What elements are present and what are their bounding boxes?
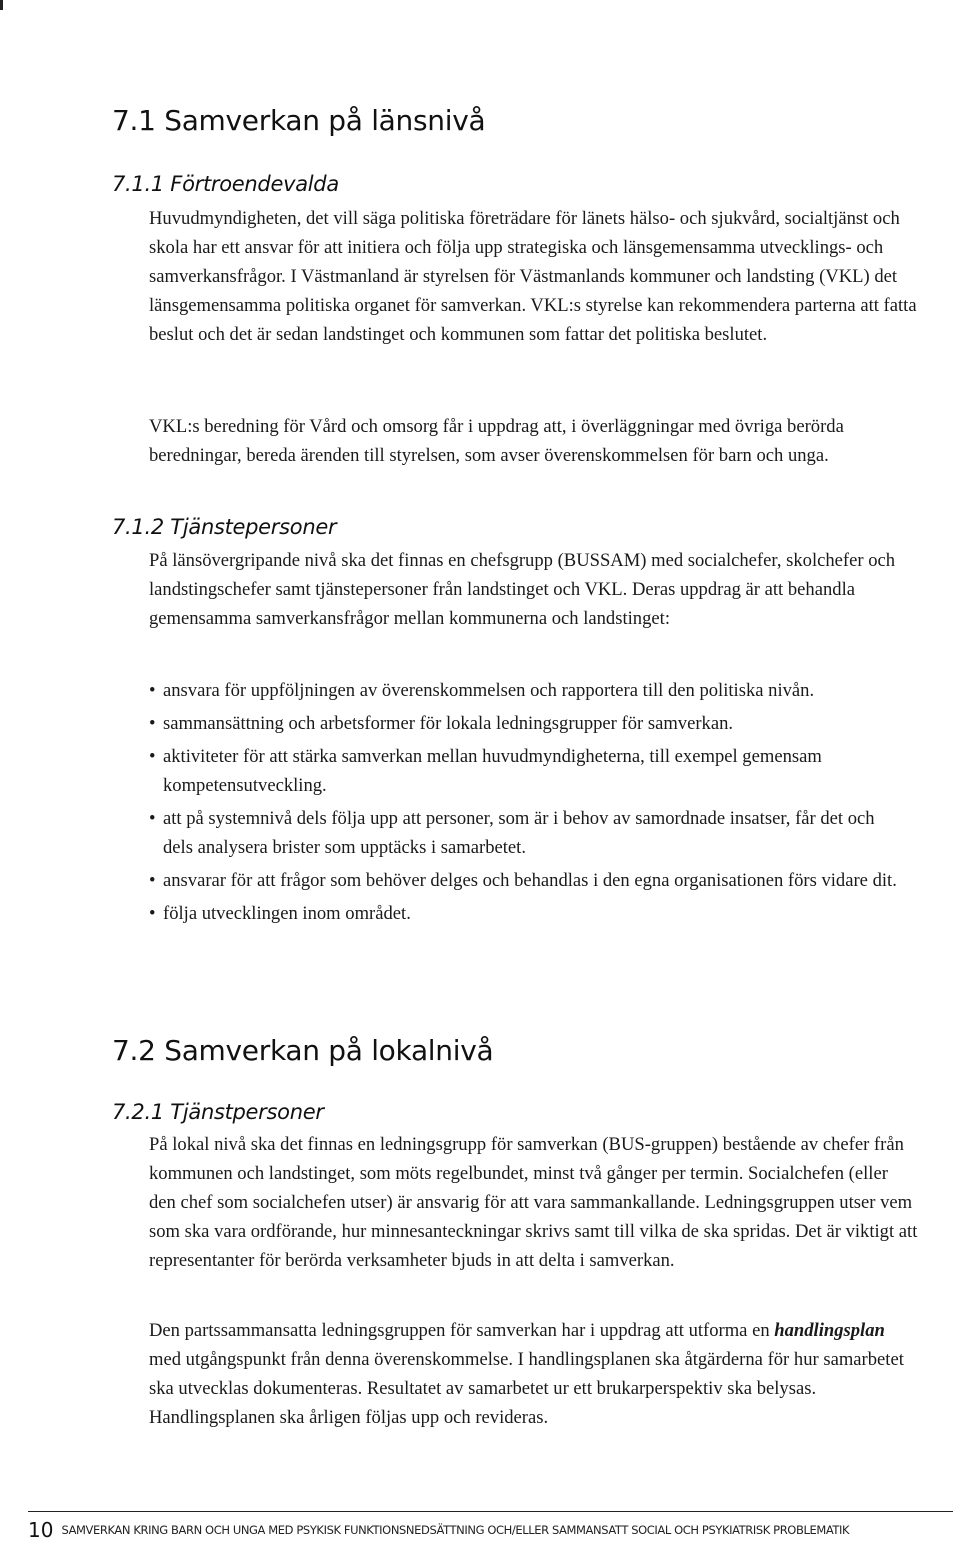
paragraph-text: Den partssammansatta ledningsgruppen för samverkan har i uppdrag att utforma en	[149, 1320, 775, 1341]
list-item: • ansvara för uppföljningen av överenskommelsen och rapportera till den politiska nivån.	[149, 676, 909, 705]
list-item: • ansvarar för att frågor som behöver delges och behandlas i den egna organisationen förs vidare dit.	[149, 866, 909, 895]
bussam-task-list	[149, 676, 909, 932]
list-item: • sammansättning och arbetsformer för lokala ledningsgrupper för samverkan.	[149, 709, 909, 738]
paragraph-text: med utgångspunkt från denna överenskommelse. I handlingsplanen ska åtgärderna för hur samarbetet ska utvecklas dokumenteras. Resultatet av samarbetet ur ett brukarperspektiv ska belysas. Handlingsplanen ska årligen följas upp och revideras.	[149, 1349, 904, 1428]
handlingsplan-emphasis: handlingsplan	[774, 1320, 885, 1341]
page-number: 10	[28, 1518, 54, 1542]
running-title: SAMVERKAN KRING BARN OCH UNGA MED PSYKISK FUNKTIONSNEDSÄTTNING OCH/ELLER SAMMANSATT SOCIAL OCH PSYKIATRISK PROBLEMATIK	[61, 1523, 850, 1537]
paragraph-7-2-1-first: På lokal nivå ska det finnas en ledningsgrupp för samverkan (BUS-gruppen) bestående av chefer från kommunen och landstinget, som möts regelbundet, minst två gånger per termin. Socialchefen (eller den chef som socialchefen utser) är ansvarig för att vara sammankallande. Ledningsgruppen utser vem som ska vara ordförande, hur minnesanteckningar skrivs samt till vilka de ska spridas. Det är viktigt att representanter för berörda verksamheter bjuds in att delta i samverkan.	[149, 1134, 918, 1271]
list-item: • följa utvecklingen inom området.	[149, 899, 909, 928]
paragraph-7-2-1-second	[149, 1316, 919, 1432]
page-footer	[28, 1518, 958, 1542]
list-item: • att på systemnivå dels följa upp att personer, som är i behov av samordnade insatser, får det och dels analysera brister som upptäcks i samarbetet.	[149, 804, 909, 862]
paragraph-7-1-2: På länsövergripande nivå ska det finnas en chefsgrupp (BUSSAM) med socialchefer, skolchefer och landstingschefer samt tjänstepersoner från landstinget och VKL. Deras uppdrag är att behandla gemensamma samverkansfrågor mellan kommunerna och landstinget:	[149, 550, 896, 629]
paragraph-7-1-1-second: VKL:s beredning för Vård och omsorg får i uppdrag att, i överläggningar med övriga berörda beredningar, bereda ärenden till styrelsen, som avser överenskommelsen för barn och unga.	[149, 416, 844, 466]
heading-7-1-2: 7.1.2 Tjänstepersoner	[112, 515, 337, 539]
heading-7-2: 7.2 Samverkan på lokalnivå	[112, 1034, 494, 1067]
heading-7-1-1: 7.1.1 Förtroendevalda	[112, 172, 339, 196]
heading-7-2-1: 7.2.1 Tjänstpersoner	[112, 1100, 324, 1124]
list-item: • aktiviteter för att stärka samverkan mellan huvudmyndigheterna, till exempel gemensam kompetensutveckling.	[149, 742, 909, 800]
heading-7-1: 7.1 Samverkan på länsnivå	[112, 104, 486, 137]
paragraph-7-1-1-first: Huvudmyndigheten, det vill säga politiska företrädare för länets hälso- och sjukvård, socialtjänst och skola har ett ansvar för att initiera och följa upp strategiska och länsgemensamma utvecklings- och samverkansfrågor. I Västmanland är styrelsen för Västmanlands kommuner och landsting (VKL) det länsgemensamma politiska organet för samverkan. VKL:s styrelse kan rekommendera parterna att fatta beslut och det är sedan landstinget och kommunen som fattar det politiska beslutet.	[149, 208, 917, 345]
scan-edge-mark	[0, 0, 3, 10]
footer-divider	[28, 1511, 953, 1512]
